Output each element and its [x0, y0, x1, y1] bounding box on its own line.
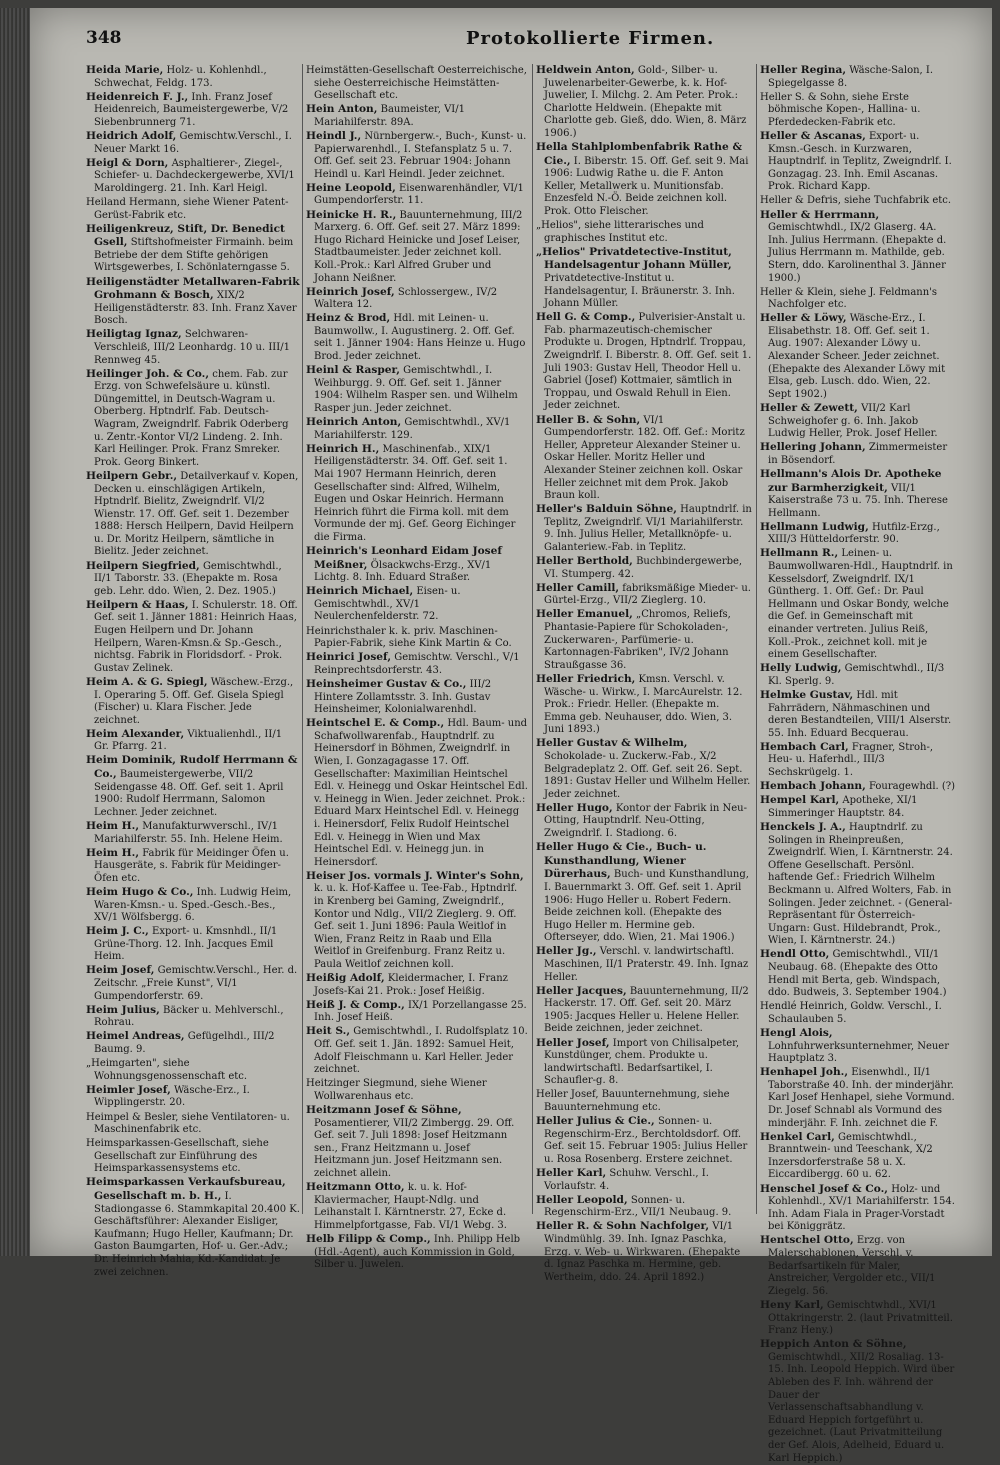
firm-details: Heinrichsthaler k. k. priv. Maschinen-Papier-Fabrik, siehe Kink Martin & Co. [306, 625, 512, 650]
directory-entry [306, 182, 528, 208]
directory-entry [86, 328, 300, 367]
directory-entry [86, 599, 300, 676]
firm-name: Heller & Herrmann, [760, 208, 880, 221]
firm-details: Leinen- u. Baumwollwaren-Hdl., Hauptndrlf. in Kesselsdorf, Zweigndrlf. IX/1 Güntherg. 1. Off. Gef.: Dr. Paul Hellmann und Oskar Bondy, welche die Gef. in Gemeinschaft mit einander vertreten. Julius Reiß, Koll.-Prok., zeichnet koll. mit je einem Gesellschafter. [768, 548, 953, 661]
firm-name: Heimel Andreas, [86, 1030, 185, 1043]
firm-details: Erzg. von Malerschablonen, Verschl. v. Bedarfsartikeln für Maler, Anstreicher, Vergolder etc., VII/1 Ziegelg. 56. [768, 1235, 936, 1297]
directory-entry [306, 130, 528, 181]
firm-name: Henckels J. A., [760, 820, 846, 833]
firm-name: Helb Filipp & Comp., [306, 1232, 431, 1245]
firm-details: Buchbindergewerbe, VI. Stumperg. 42. [544, 556, 743, 580]
firm-details: Baumeister, VI/1 Mariahilferstr. 89A. [314, 104, 465, 128]
firm-details: Asphaltierer-, Ziegel-, Schiefer- u. Dachdeckergewerbe, XVI/1 Maroldingerg. 21. Inh. Karl Heigl. [94, 157, 295, 194]
firm-details: Selchwaren-Verschleiß, III/2 Leonhardg. 10 u. III/1 Rennweg 45. [94, 329, 290, 366]
firm-name: Heigl & Dorn, [86, 156, 169, 169]
firm-details: Gold-, Silber- u. Juwelenarbeiter-Gewerbe, k. k. Hof-Juwelier, I. Milchg. 2. Am Peter. Prok.: Charlotte Heldwein. (Ehepakte mit Charlotte geb. Gieß, ddo. Wien, 8. März 1906.) [544, 65, 747, 139]
firm-details: Gemischtw.Verschl., Her. d. Zeitschr. „Freie Kunst", VI/1 Gumpendorferstr. 69. [94, 965, 298, 1002]
directory-entry [86, 64, 300, 90]
directory-entry [86, 130, 300, 156]
firm-name: Heller Friedrich, [536, 672, 636, 685]
firm-name: Heindl J., [306, 129, 362, 142]
firm-name: Heinrich Anton, [306, 416, 402, 429]
directory-entry [760, 948, 956, 999]
firm-details: VII/1 Kaiserstraße 73 u. 75. Inh. Therese Hellmann. [768, 482, 948, 519]
page-header [86, 28, 956, 62]
firm-name: Heilpern Siegfried, [86, 559, 200, 572]
directory-entry [760, 312, 956, 401]
firm-name: Heller & Löwy, [760, 312, 847, 325]
directory-entry [760, 1000, 956, 1026]
directory-entry [86, 1111, 300, 1137]
directory-entry [86, 728, 300, 754]
firm-name: Heiligtag Ignaz, [86, 328, 182, 341]
firm-details: Bauunternehmung, II/2 Hackerstr. 17. Off. Gef. seit 20. März 1905: Jacques Heller u. Helene Heller. Beide zeichnen, jeder zeichnet. [544, 985, 749, 1035]
directory-entry [86, 1176, 300, 1279]
firm-name: Heller R. & Sohn Nachfolger, [536, 1220, 710, 1233]
column-divider [532, 64, 533, 1214]
firm-details: Maschinenfab., XIX/1 Heiligenstädterstr. 34. Off. Gef. seit 1. Mai 1907 Hermann Heinrich, deren Gesellschafter sind: Alfred, Wilhelm, Eugen und Oskar Heinrich. Hermann Heinrich führt die Firma koll. mit dem Vormunde der mj. Gef. Georg Eichinger die Firma. [314, 443, 516, 543]
firm-details: Kleidermacher, I. Franz Josefs-Kai 21. Prok.: Josef Heißig. [314, 973, 508, 997]
directory-entry [760, 1066, 956, 1130]
firm-details: Sonnen- u. Regenschirm-Erz., VII/1 Neubaug. 9. [544, 1194, 732, 1219]
firm-name: Heinrich Josef, [306, 285, 395, 298]
directory-entry [306, 651, 528, 677]
firm-details: Gemischtwhdl., II/3 Kl. Sperlg. 9. [768, 663, 945, 687]
firm-details: Baumeistergewerbe, VII/2 Seidengasse 48. Off. Gef. seit 1. April 1900: Rudolf Herrmann, Salomon Lechner. Jeder zeichnet. [94, 769, 284, 818]
firm-details: Gemischtwhdl., I. Weihburgg. 9. Off. Gef. seit 1. Jänner 1904: Wilhelm Rasper sen. und Wilhelm Rasper jun. Jeder zeichnet. [314, 365, 518, 414]
directory-entry [536, 673, 752, 737]
directory-entry [306, 416, 528, 442]
column-divider [302, 64, 303, 1214]
directory-entry [306, 1077, 528, 1103]
text-column-3 [536, 64, 752, 1283]
firm-details: III/2 Hintere Zollamtsstr. 3. Inh. Gustav Heinsheimer, Kolonialwarenhdl. [314, 678, 492, 716]
firm-name: Heinl & Rasper, [306, 364, 400, 377]
firm-details: Fouragewhdl. (?) [869, 781, 956, 793]
firm-name: Heller & Zewett, [760, 401, 858, 414]
firm-name: Hengl Alois, [760, 1026, 833, 1039]
directory-entry [536, 802, 752, 841]
firm-name: Heiligenkreuz, Stift, Dr. Benedict Gsell, [86, 222, 285, 249]
directory-entry [760, 1183, 956, 1234]
directory-entry [86, 1030, 300, 1056]
firm-details: Export- u. Kmsnhdl., II/1 Grüne-Thorg. 12. Inh. Jacques Emil Heim. [94, 926, 278, 963]
firm-details: Apotheke, XI/1 Simmeringer Hauptstr. 84. [768, 795, 918, 819]
directory-entry [86, 91, 300, 130]
directory-entry [760, 402, 956, 441]
firm-name: Heilpern & Haas, [86, 598, 189, 611]
directory-entry [760, 130, 956, 194]
column-divider [756, 64, 757, 1214]
firm-details: Eisenwarenhändler, VI/1 Gumpendorferstr. 11. [314, 182, 524, 207]
firm-name: Hellmann Ludwig, [760, 520, 869, 533]
firm-name: Heim Josef, [86, 964, 155, 977]
directory-entry [306, 678, 528, 717]
directory-entry [536, 246, 752, 311]
firm-name: Heller Josef, [536, 1036, 610, 1049]
directory-entry [306, 545, 528, 585]
firm-details: Hauptndrlf. zu Solingen in Rheinpreußen, Zweigndrlf. Wien, I. Kärntnerstr. 24. Offene Gesellschaft. Persönl. haftende Gef.: Friedrich Wilhelm Beckmann u. Alfred Wolters, Fab. in Solingen. Jeder zeichnet. - (General-Repräsentant für Österreich-Ungarn: Gust. Hildebrandt, Prok., Wien, I. Kärntnerstr. 24.) [768, 821, 953, 947]
firm-details: I. Biberstr. 15. Off. Gef. seit 9. Mai 1906: Ludwig Rathe u. die F. Anton Keller, Metallwerk u. Munitionsfab. Enzesfeld N.-Ö. Beide zeichnen koll. Prok. Otto Fleischer. [544, 155, 749, 218]
firm-details: fabriksmäßige Mieder- u. Gürtel-Erzg., VII/2 Zieglerg. 10. [544, 582, 751, 607]
directory-entry [760, 468, 956, 520]
firm-details: XIX/2 Heiligenstädterstr. 83. Inh. Franz Xaver Bosch. [94, 290, 297, 327]
firm-name: Heller Jacques, [536, 984, 627, 997]
firm-name: Heim Alexander, [86, 727, 185, 740]
directory-entry [760, 194, 956, 208]
directory-entry [536, 64, 752, 141]
firm-name: Heller Jg., [536, 945, 597, 958]
firm-details: Viktualienhdl., II/1 Gr. Pfarrg. 21. [94, 728, 283, 753]
firm-name: Hellmann's Alois Dr. Apotheke zur Barmherzigkeit, [760, 467, 942, 494]
directory-entry [86, 925, 300, 964]
directory-entry [86, 223, 300, 275]
firm-name: Heitzmann Otto, [306, 1181, 405, 1194]
firm-name: Heiligenstädter Metallwaren-Fabrik Grohmann & Bosch, [86, 275, 300, 302]
firm-name: Heinrich's Leonhard Eidam Josef Meißner, [306, 544, 502, 571]
firm-name: Hellering Johann, [760, 441, 866, 454]
firm-name: Heny Karl, [760, 1298, 824, 1311]
firm-name: Hentschel Otto, [760, 1234, 854, 1247]
directory-entry [86, 1057, 300, 1083]
firm-details: Hdl. mit Leinen- u. Baumwollw., I. Augustinerg. 2. Off. Gef. seit 1. Jänner 1904: Hans Heinze u. Hugo Brod. Jeder zeichnet. [314, 313, 526, 363]
firm-name: Heller Regina, [760, 64, 847, 76]
firm-details: chem. Fab. zur Erzg. von Schwefelsäure u. künstl. Düngemittel, in Deutsch-Wagram u. Oberberg. Hptndrlf. Fab. Deutsch-Wagram, Zweigndrlf. Fabrik Oderberg u. Zentr.-Kontor VI/2 Lindeng. 2. Inh. Karl Heilinger. Prok. Franz Smreker. Prok. Georg Binkert. [94, 368, 289, 468]
directory-entry [306, 1233, 528, 1272]
firm-name: Helmke Gustav, [760, 689, 854, 701]
firm-details: Kontor der Fabrik in Neu-Otting, Hauptndrlf. Neu-Otting, Zweigndrlf. I. Stadiong. 6. [544, 802, 747, 840]
firm-name: Heidenreich F. J., [86, 90, 189, 103]
directory-entry [536, 841, 752, 945]
directory-entry [760, 780, 956, 794]
firm-details: Eisen- u. Gemischtwhdl., XV/1 Neulerchenfelderstr. 72. [314, 586, 461, 623]
firm-details: Hauptndrlf. in Teplitz, Zweigndrlf. VI/1 Mariahilferstr. 9. Inh. Julius Heller, Metallknöpfe- u. Galanteriew.-Fab. in Teplitz. [544, 504, 752, 553]
firm-name: Heinz & Brod, [306, 312, 391, 325]
firm-details: Fragner, Stroh-, Heu- u. Haferhdl., III/3 Sechskrügelg. 1. [768, 741, 934, 779]
directory-entry [306, 64, 528, 103]
firm-details: Heller & Klein, siehe J. Feldmann's Nachfolger etc. [760, 286, 938, 311]
firm-details: Schlossergew., IV/2 Waltera 12. [314, 286, 498, 311]
firm-name: Heinrici Josef, [306, 651, 392, 664]
directory-entry [760, 286, 956, 312]
firm-name: Heiser Jos. vormals J. Winter's Sohn, [306, 869, 524, 882]
firm-name: Heller & Ascanas, [760, 129, 866, 142]
firm-name: Heller's Balduin Söhne, [536, 503, 677, 516]
firm-details: Gemischtwhdl., I. Rudolfsplatz 10. Off. Gef. seit 1. Jän. 1892: Samuel Heit, Adolf Fleischmann u. Karl Heller. Jeder zeichnet. [314, 1026, 528, 1076]
firm-name: Helly Ludwig, [760, 662, 842, 675]
directory-entry [86, 1137, 300, 1176]
directory-entry [86, 754, 300, 819]
directory-entry [760, 441, 956, 467]
firm-name: Heimsparkassen Verkaufsbureau, Gesellschaft m. b. H., [86, 1176, 286, 1203]
firm-details: Hutfilz-Erzg., XIII/3 Hütteldorferstr. 90. [768, 521, 940, 546]
firm-name: Heller Emanuel, [536, 608, 633, 621]
directory-entry [536, 985, 752, 1036]
page-number: 348 [86, 28, 122, 48]
firm-details: Heimstätten-Gesellschaft Oesterreichische, siehe Oesterreichische Heimstätten-Gesellschaft etc. [306, 65, 527, 102]
directory-entry [306, 585, 528, 624]
directory-entry [86, 1084, 300, 1110]
directory-entry [536, 582, 752, 608]
directory-entry [86, 847, 300, 886]
firm-details: Nürnbergerw.-, Buch-, Kunst- u. Papierwarenhdl., I. Stefansplatz 5 u. 7. Off. Gef. seit 23. Februar 1904: Johann Heindl u. Karl Heindl. Jeder zeichnet. [314, 130, 527, 180]
directory-entry [760, 1299, 956, 1338]
directory-entry [536, 945, 752, 984]
directory-entry [86, 1004, 300, 1030]
firm-details: Wäsche-Salon, I. Spiegelgasse 8. [768, 65, 934, 89]
firm-name: Henschel Josef & Co., [760, 1182, 888, 1195]
directory-entry [86, 676, 300, 727]
directory-entry [760, 741, 956, 780]
firm-details: Wäschew.-Erzg., I. Operaring 5. Off. Gef. Gisela Spiegl (Fischer) u. Klara Fischer. Jede zeichnet. [94, 676, 294, 726]
directory-entry [536, 311, 752, 413]
firm-name: Heilpern Gebr., [86, 469, 178, 482]
firm-details: Heller S. & Sohn, siehe Erste böhmische Kopen-, Hallina- u. Pferdedecken-Fabrik etc. [760, 91, 921, 128]
text-column-4 [760, 64, 956, 1464]
firm-details: Holz- u. Kohlenhdl., Schwechat, Feldg. 173. [94, 65, 267, 89]
firm-details: Gemischtw.Verschl., I. Neuer Markt 16. [94, 130, 292, 155]
firm-details: Buch- und Kunsthandlung, I. Bauernmarkt 3. Off. Gef. seit 1. April 1906: Hugo Heller u. Robert Federn. Beide zeichnen koll. (Ehepakte des Hugo Heller m. Hermine geb. Ofterseyer, ddo. Wien, 21. Mai 1906.) [544, 869, 749, 944]
directory-entry [86, 276, 300, 328]
directory-entry [536, 1115, 752, 1166]
directory-entry [760, 689, 956, 740]
firm-details: Gemischtwhdl., Branntwein- und Teeschank, X/2 Inzersdorferstraße 58 u. X. Eiccardibergg. 60 u. 62. [768, 1131, 933, 1181]
firm-details: Inh. Ludwig Heim, Waren-Kmsn.- u. Sped.-Gesch.-Bes., XV/1 Wölfsbergg. 6. [94, 886, 292, 924]
firm-details: Inh. Philipp Helb (Hdl.-Agent), auch Kommission in Gold, Silber u. Juwelen. [314, 1233, 521, 1271]
firm-details: Heimpel & Besler, siehe Ventilatoren- u. Maschinenfabrik etc. [86, 1111, 290, 1136]
firm-details: Schokolade- u. Zuckerw.-Fab., X/2 Belgradeplatz 2. Off. Gef. seit 26. Sept. 1891: Gustav Heller und Wilhelm Heller. Jeder zeichnet. [544, 750, 751, 800]
directory-entry [306, 999, 528, 1025]
firm-name: Heim Dominik, Rudolf Herrmann & Co., [86, 754, 298, 781]
firm-details: Fabrik für Meidinger Öfen u. Hausgeräte, s. Fabrik für Meidinger-Öfen etc. [94, 847, 289, 884]
directory-entry [760, 547, 956, 661]
directory-entry [306, 443, 528, 545]
firm-name: Heim A. & G. Spiegl, [86, 675, 208, 688]
directory-entry [760, 1131, 956, 1182]
firm-name: Heinicke H. R., [306, 208, 397, 221]
directory-entry [760, 821, 956, 948]
firm-details: Heitzinger Siegmund, siehe Wiener Wollwarenhaus etc. [306, 1078, 487, 1102]
directory-entry [306, 1104, 528, 1181]
directory-entry [536, 1167, 752, 1193]
firm-name: Henkel Carl, [760, 1130, 835, 1143]
directory-entry [536, 1220, 752, 1284]
firm-name: „Helios" Privatdetective-Institut, Handelsagentur Johann Müller, [536, 245, 732, 272]
firm-name: Heißig Adolf, [306, 972, 385, 985]
firm-name: Heim H., [86, 846, 140, 859]
firm-name: Hempel Karl, [760, 794, 840, 807]
firm-details: „Chromos, Reliefs, Phantasie-Papiere für Schokoladen-, Zuckerwaren-, Parfümerie- u. Kartonnagen-Fabriken", IV/2 Johann Straußgasse 36. [544, 609, 731, 671]
firm-name: Heller Camill, [536, 581, 620, 594]
firm-name: Hembach Carl, [760, 740, 849, 753]
directory-entry [306, 1025, 528, 1076]
firm-details: Bauunternehmung, III/2 Marxerg. 6. Off. Gef. seit 27. März 1899: Hugo Richard Heinicke und Josef Leiser, Stadtbaumeister. Jeder zeichnet koll. Koll.-Prok.: Karl Alfred Gruber und Johann Neißner. [314, 209, 523, 284]
firm-details: k. u. k. Hof-Kaffee u. Tee-Fab., Hptndrlf. in Krenberg bei Gaming, Zweigndrlf., Kontor und Ndlg., VII/2 Zieglerg. 9. Off. Gef. seit 1. Juni 1896: Paula Weitlof in Wien, Franz Reitz in Raab und Ella Weitlof in Greifenburg. Franz Reitz u. Paula Weitlof zeichnen koll. [314, 883, 518, 970]
firm-name: Heim H., [86, 819, 140, 832]
directory-entry [760, 1234, 956, 1298]
directory-entry [86, 820, 300, 846]
directory-entry [86, 470, 300, 559]
firm-name: Heller Karl, [536, 1166, 607, 1179]
firm-name: Heim Julius, [86, 1003, 160, 1016]
firm-details: Pulverisier-Anstalt u. Fab. pharmazeutisch-chemischer Produkte u. Drogen, Hptndrlf. Troppau, Zweigndrlf. I. Biberstr. 8. Off. Gef. seit 1. Juli 1903: Gustav Hell, Theodor Hell u. Gabriel (Josef) Kottmaier, sämtlich in Troppau, und Oswald Rehull in Eien. Jeder zeichnet. [544, 312, 752, 412]
firm-details: „Heimgarten", siehe Wohnungsgenossenschaft etc. [86, 1058, 248, 1082]
firm-details: Wäsche-Erz., I. Elisabethstr. 18. Off. Gef. seit 1. Aug. 1907: Alexander Löwy u. Alexander Scheer. Jeder zeichnet. (Ehepakte des Alexander Löwy mit Elsa, geb. Lusch. ddo. Wien, 22. Sept 1902.) [768, 313, 946, 400]
firm-details: k. u. k. Hof-Klaviermacher, Haupt-Ndlg. und Leihanstalt I. Kärntnerstr. 27, Ecke d. Himmelpfortgasse, Fab. VI/1 Webg. 3. [314, 1182, 507, 1231]
firm-name: Heinrich H., [306, 442, 380, 455]
directory-entry [306, 870, 528, 972]
firm-details: Inh. Franz Josef Heidenreich, Baumeistergewerbe, V/2 Siebenbrunnerg 71. [94, 91, 289, 128]
firm-details: Gefügelhdl., III/2 Baumg. 9. [94, 1031, 275, 1056]
firm-details: Gemischtwhdl., XV/1 Mariahilferstr. 129. [314, 417, 511, 441]
firm-details: Gemischtwhdl., VII/1 Neubaug. 68. (Ehepakte des Otto Hendl mit Berta, geb. Windspach, ddo. Budweis, 3. September 1904.) [768, 949, 947, 999]
firm-name: Heller Hugo & Cie., Buch- u. Kunsthandlung, Wiener Dürerhaus, [536, 841, 707, 881]
directory-entry [86, 196, 300, 222]
directory-entry [760, 521, 956, 547]
firm-details: „Helios", siehe litterarisches und graphisches Institut etc. [536, 220, 704, 244]
firm-name: Heinsheimer Gustav & Co., [306, 677, 467, 690]
directory-entry [306, 209, 528, 286]
firm-name: Hellmann R., [760, 547, 839, 560]
running-title: Protokollierte Firmen. [466, 28, 715, 49]
firm-details: Gemischtwhdl., IX/2 Glaserg. 4A. Inh. Julius Herrmann. (Ehepakte d. Julius Herrmann m. Mathilde, geb. Stern, ddo. Karolinenthal 3. Jänner 1900.) [768, 222, 947, 284]
firm-details: Manufakturwverschl., IV/1 Mariahilferstr. 55. Inh. Helene Heim. [94, 820, 283, 845]
firm-name: Heller Hugo, [536, 801, 613, 814]
firm-name: Hell G. & Comp., [536, 311, 636, 324]
firm-details: Ölsackwchs-Erzg., XV/1 Lichtg. 8. Inh. Eduard Straßer. [314, 559, 492, 584]
firm-name: Heller Leopold, [536, 1193, 628, 1206]
directory-entry [86, 157, 300, 196]
firm-details: Gemischtwhdl., II/1 Taborstr. 33. (Ehepakte m. Rosa geb. Lehr. ddo. Wien, 2. Dez. 1905.) [94, 560, 282, 597]
firm-details: Gemischtwhdl., XII/2 Rosaliag. 13-15. Inh. Leopold Heppich. Wird über Ableben des F. Inh. während der Dauer der Verlassenschaftsabhandlung v. Eduard Heppich fortgeführt u. gezeichnet. (Laut Privatmitteilung der Gef. Alois, Adelheid, Eduard u. Karl Heppich.) [768, 1351, 955, 1464]
firm-details: Kmsn. Verschl. v. Wäsche- u. Wirkw., I. MarcAurelstr. 12. Prok.: Friedr. Heller. (Ehepakte m. Emma geb. Neuhauser, ddo. Wien, 3. Juni 1893.) [544, 673, 743, 736]
firm-name: Heller B. & Sohn, [536, 413, 641, 426]
firm-details: Hendlé Heinrich, Goldw. Verschl., I. Schaulauben 5. [760, 1001, 942, 1025]
firm-name: Heida Marie, [86, 64, 164, 76]
directory-entry [760, 794, 956, 820]
directory-entry [536, 1037, 752, 1088]
firm-name: Heim Hugo & Co., [86, 885, 194, 898]
firm-details: I. Stadiongasse 6. Stammkapital 20.400 K. Geschäftsführer: Alexander Eisliger, Kaufmann; Hugo Heller, Kaufmann; Dr. Gaston Baumgarten, Hof- u. Ger.-Adv.; Dr. Heinrich Mahia, Kd.-Kandidat. Je zwei zeichnen. [94, 1191, 300, 1278]
directory-entry [760, 64, 956, 90]
directory-entry [86, 964, 300, 1003]
firm-details: Export- u. Kmsn.-Gesch. in Kurzwaren, Hauptndrlf. in Teplitz, Zweigndrlf. I. Gonzagag. 23. Inh. Emil Ascanas. Prok. Richard Kapp. [768, 130, 952, 193]
firm-details: Heiland Hermann, siehe Wiener Patent-Gerüst-Fabrik etc. [86, 196, 289, 221]
directory-entry [86, 886, 300, 925]
firm-name: Henhapel Joh., [760, 1066, 849, 1079]
firm-details: Verschl. v. landwirtschaftl. Maschinen, II/1 Praterstr. 49. Inh. Ignaz Heller. [544, 946, 749, 983]
directory-entry [536, 737, 752, 801]
directory-entry [306, 1181, 528, 1232]
firm-details: Heller & Defris, siehe Tuchfabrik etc. [760, 195, 952, 207]
directory-entry [536, 608, 752, 672]
firm-details: VI/1 Gumpendorferstr. 182. Off. Gef.: Moritz Heller, Appreteur Alexander Steiner u. Oskar Heller. Moritz Heller und Alexander Steiner zeichnen koll. Oskar Heller zeichnet mit dem Prok. Jakob Braun koll. [544, 414, 745, 502]
firm-details: Gemischtwhdl., XVI/1 Ottakringerstr. 2. (laut Privatmitteil. Franz Heny.) [768, 1299, 953, 1337]
directory-entry [306, 972, 528, 998]
firm-details: Gemischtw. Verschl., V/1 Reinprechtsdorferstr. 43. [314, 652, 520, 676]
directory-entry [536, 414, 752, 503]
firm-details: Sonnen- u. Regenschirm-Erz., Berchtoldsdorf. Off. Gef. seit 15. Februar 1905: Julius Heller u. Rosa Rosenberg. Erstere zeichnet. [544, 1116, 748, 1165]
firm-name: Heine Leopold, [306, 181, 396, 194]
directory-entry [760, 1027, 956, 1066]
firm-name: Heller Gustav & Wilhelm, [536, 737, 688, 750]
firm-name: Heitzmann Josef & Söhne, [306, 1104, 462, 1116]
directory-entry [760, 91, 956, 130]
firm-details: Hdl. Baum- und Schafwollwarenfab., Hauptndrlf. zu Heinersdorf in Böhmen, Zweigndrlf. in Wien, I. Gonzagagasse 17. Off. Gesellschafter: Maximilian Heintschel Edl. v. Heinegg und Oskar Heintschel Edl. v. Heinegg in Wien. Jeder zeichnet. Prok.: Eduard Marx Heintschel Edl. v. Heinegg i. Heinersdorf, Felix Rudolf Heintschel Edl. v. Heinegg in Wien und Max Heintschel Edl. v. Heinegg jun. in Heinersdorf. [314, 718, 528, 868]
directory-entry [536, 503, 752, 554]
firm-details: Posamentierer, VII/2 Zimbergg. 29. Off. Gef. seit 7. Juli 1898: Josef Heitzmann sen., Franz Heitzmann u. Josef Heitzmann jun. Josef Heitzmann sen. zeichnet allein. [314, 1117, 515, 1179]
firm-name: Heit S., [306, 1025, 351, 1038]
firm-name: Heim J. C., [86, 925, 149, 938]
text-column-2 [306, 64, 528, 1271]
directory-entry [536, 219, 752, 245]
firm-details: Privatdetective-Institut u. Handelsagentur, I. Bräunerstr. 3. Inh. Johann Müller. [544, 273, 735, 310]
firm-details: Holz- und Kohlenhdl., XV/1 Mariahilferstr. 154. Inh. Adam Fiala in Prager-Vorstadt bei Königgrätz. [768, 1183, 955, 1233]
firm-details: Stiftshofmeister Firmainh. beim Betriebe der dem Stifte gehörigen Wirtsgewerbes, I. Schönlaterngasse 5. [94, 237, 294, 274]
firm-details: IX/1 Porzellangasse 25. Inh. Josef Heiß. [314, 999, 527, 1024]
directory-entry [306, 103, 528, 129]
firm-details: VII/2 Karl Schweighofer g. 6. Inh. Jakob Ludwig Heller, Prok. Josef Heller. [768, 402, 938, 440]
directory-entry [86, 368, 300, 470]
firm-details: Hdl. mit Fahrrädern, Nähmaschinen und deren Bestandteilen, VIII/1 Alserstr. 55. Inh. Eduard Becquerau. [768, 690, 952, 739]
directory-entry [536, 1088, 752, 1114]
directory-entry [536, 141, 752, 219]
firm-name: Hembach Johann, [760, 780, 866, 793]
firm-name: Heldwein Anton, [536, 64, 635, 76]
firm-details: Lohnfuhrwerksunternehmer, Neuer Hauptplatz 3. [768, 1040, 949, 1065]
firm-details: Eisenwhdl., II/1 Taborstraße 40. Inh. der minderjähr. Karl Josef Henhapel, siehe Vormund. Dr. Josef Schnabl als Vormund des minderjähr. F. Inh. zeichnet die F. [768, 1067, 955, 1129]
directory-entry [536, 1194, 752, 1220]
firm-details: Detailverkauf v. Kopen, Decken u. einschlägigen Artikeln, Hptndrlf. Bielitz, Zweigndrlf. VI/2 Wienstr. 17. Off. Gef. seit 1. Dezember 1888: Hersch Heilpern, David Heilpern u. Dr. Moritz Heilpern, sämtliche in Bielitz. Jeder zeichnet. [94, 470, 299, 558]
firm-details: I. Schulerstr. 18. Off. Gef. seit 1. Jänner 1881: Heinrich Haas, Eugen Heilpern und Dr. Johann Heilpern, Waren-Kmsn.& Sp.-Gesch., nichtsg. Fabrik in Floridsdorf. - Prok. Gustav Zelinek. [94, 599, 298, 674]
directory-entry [760, 1338, 956, 1465]
firm-name: Heidrich Adolf, [86, 129, 177, 142]
firm-name: Heller Julius & Cie., [536, 1115, 655, 1128]
directory-entry [306, 286, 528, 312]
firm-details: Zimmermeister in Bösendorf. [768, 442, 948, 466]
directory-entry [86, 560, 300, 599]
directory-entry [760, 209, 956, 286]
directory-entry [306, 717, 528, 869]
text-column-1 [86, 64, 300, 1278]
firm-name: Heimler Josef, [86, 1083, 171, 1096]
firm-name: Hendl Otto, [760, 948, 830, 961]
firm-details: Schuhw. Verschl., I. Vorlaufstr. 4. [544, 1167, 709, 1192]
directory-entry [306, 364, 528, 415]
book-spine [0, 8, 30, 1256]
firm-details: VI/1 Windmühlg. 39. Inh. Ignaz Paschka, Erzg. v. Web- u. Wirkwaren. (Ehepakte d. Ignaz Paschka m. Hermine, geb. Wertheim, ddo. 24. April 1892.) [544, 1221, 741, 1283]
firm-details: Import von Chilisalpeter, Kunstdünger, chem. Produkte u. landwirtschaftl. Bedarfsartikel, I. Schaufler-g. 8. [544, 1037, 740, 1087]
directory-entry [536, 555, 752, 581]
firm-name: Hein Anton, [306, 103, 378, 116]
firm-details: Bäcker u. Mehlverschl., Rohrau. [94, 1004, 284, 1029]
firm-details: Heller Josef, Bauunternehmung, siehe Bauunternehmung etc. [536, 1089, 730, 1113]
firm-name: Heller Berthold, [536, 555, 633, 568]
firm-name: Heilinger Joh. & Co., [86, 367, 210, 380]
firm-name: Hella Stahlplombenfabrik Rathe & Cie., [536, 141, 743, 167]
firm-name: Heintschel E. & Comp., [306, 717, 445, 730]
directory-entry [306, 312, 528, 363]
directory-entry [306, 625, 528, 651]
firm-details: Wäsche-Erz., I. Wipplingerstr. 20. [94, 1084, 250, 1109]
directory-entry [760, 662, 956, 688]
firm-name: Heinrich Michael, [306, 585, 414, 598]
firm-details: Heimsparkassen-Gesellschaft, siehe Gesellschaft zur Einführung des Heimsparkassensystems etc. [86, 1138, 269, 1175]
firm-name: Heiß J. & Comp., [306, 998, 405, 1011]
firm-name: Heppich Anton & Söhne, [760, 1338, 907, 1351]
